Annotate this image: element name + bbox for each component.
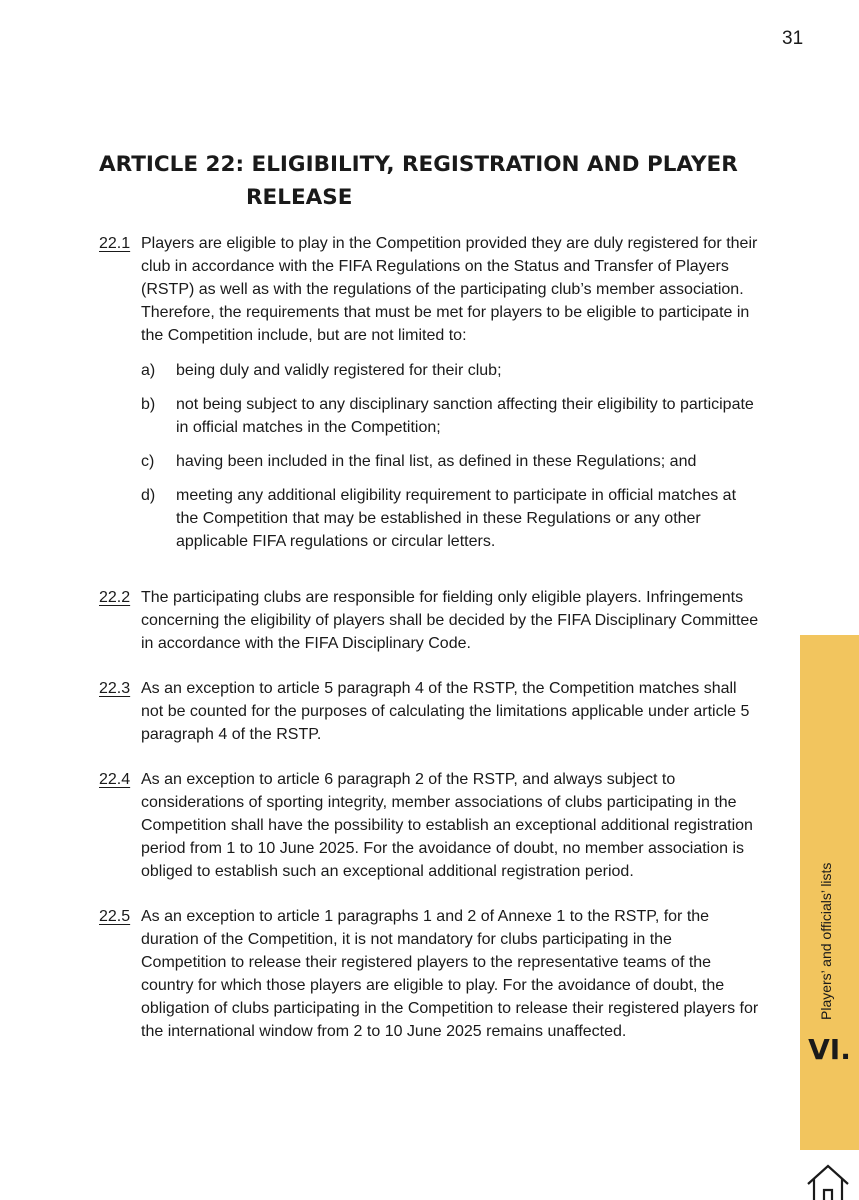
list-item-letter: a): [141, 362, 156, 379]
page-number: 31: [782, 28, 804, 49]
clause-22-2: [99, 586, 759, 655]
clause-body: [141, 905, 759, 1043]
clause-body: [141, 768, 759, 883]
chapter-roman-numeral: VI.: [808, 1033, 851, 1066]
list-item-letter: b): [141, 396, 156, 413]
chapter-side-tab[interactable]: [800, 635, 859, 1150]
clause-number: 22.1: [99, 235, 131, 252]
list-item: [141, 359, 759, 382]
clause-22-5: [99, 905, 759, 1043]
list-item-text: meeting any additional eligibility requirement to participate in official matches at the Competition that may be established in these Regulations or any other applicable FIFA regulations or circular letters.: [176, 487, 737, 550]
list-item-text: being duly and validly registered for their club;: [176, 362, 502, 379]
list-item-text: having been included in the final list, as defined in these Regulations; and: [176, 453, 697, 470]
clause-text: As an exception to article 5 paragraph 4 of the RSTP, the Competition matches shall not be counted for the purposes of calculating the limitations applicable under article 5 paragraph 4 of the RSTP.: [141, 680, 750, 743]
list-item-text: not being subject to any disciplinary sanction affecting their eligibility to participate in official matches in the Competition;: [176, 396, 754, 436]
list-item-letter: c): [141, 453, 155, 470]
clause-number: 22.4: [99, 771, 131, 788]
clause-number: 22.5: [99, 908, 131, 925]
list-item: [141, 484, 759, 553]
article-title: [99, 148, 779, 214]
home-icon[interactable]: [805, 1163, 851, 1200]
clause-text: The participating clubs are responsible for fielding only eligible players. Infringements concerning the eligibility of players shall be decided by the FIFA Disciplinary Committee in accordance with the FIFA Disciplinary Code.: [141, 589, 759, 652]
clause-body: [141, 677, 759, 746]
article-title-line1: ARTICLE 22: ELIGIBILITY, REGISTRATION AND PLAYER: [99, 152, 738, 177]
clause-22-1: [99, 232, 759, 564]
chapter-tab-label: Players’ and officials’ lists: [818, 862, 834, 1020]
list-item: [141, 450, 759, 473]
sub-list: [141, 359, 759, 553]
clause-22-4: [99, 768, 759, 883]
article-title-line2: RELEASE: [246, 185, 353, 210]
clause-22-3: [99, 677, 759, 746]
clause-body: [141, 586, 759, 655]
clause-number: 22.3: [99, 680, 131, 697]
list-item-letter: d): [141, 487, 156, 504]
article-body: [99, 232, 759, 1065]
clause-text: As an exception to article 6 paragraph 2 of the RSTP, and always subject to considerations of sporting integrity, member associations of clubs participating in the Competition shall have the possibility to establish an exceptional additional registration period from 1 to 10 June 2025. For the avoidance of doubt, no member association is obliged to establish such an exceptional additional registration period.: [141, 771, 753, 880]
clause-text: As an exception to article 1 paragraphs 1 and 2 of Annexe 1 to the RSTP, for the duration of the Competition, it is not mandatory for clubs participating in the Competition to release their registered players to the representative teams of the country for which those players are eligible to play. For the avoidance of doubt, the obligation of clubs participating in the Competition to release their registered players for the international window from 2 to 10 June 2025 remains unaffected.: [141, 908, 759, 1040]
list-item: [141, 393, 759, 439]
clause-body: [141, 232, 759, 564]
clause-text: Players are eligible to play in the Competition provided they are duly registered for their club in accordance with the FIFA Regulations on the Status and Transfer of Players (RSTP) as well as with the regulations of the participating club’s member association. Therefore, the requirements that must be met for players to be eligible to participate in the Competition include, but are not limited to:: [141, 235, 758, 344]
clause-number: 22.2: [99, 589, 131, 606]
